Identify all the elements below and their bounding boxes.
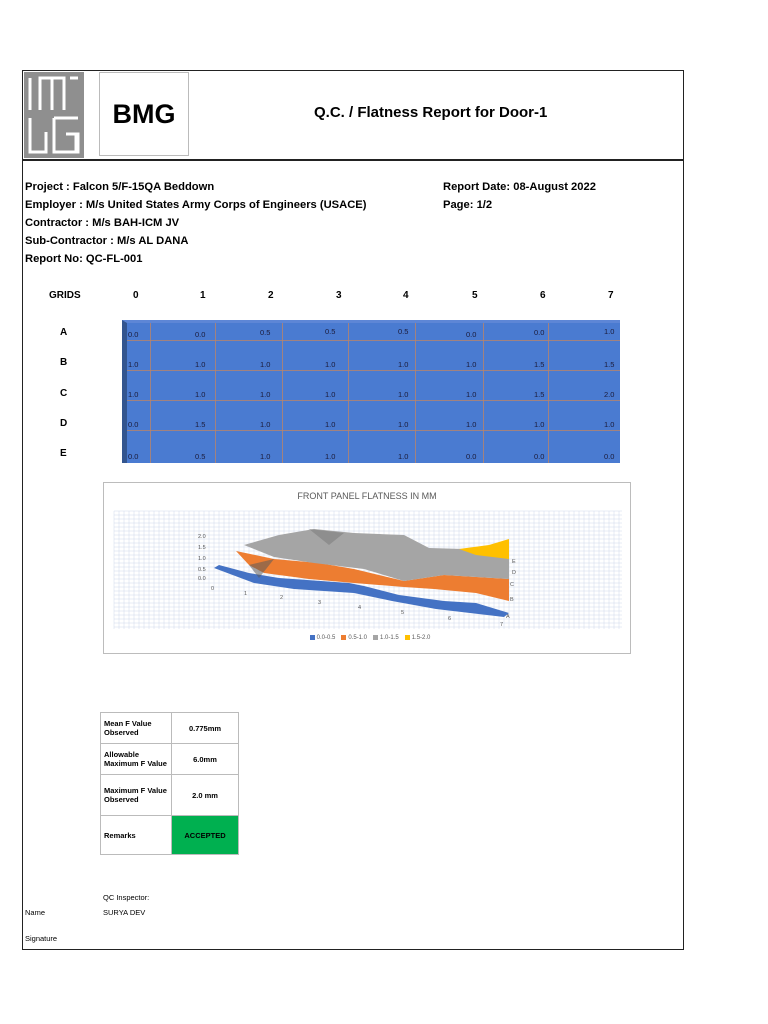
grid-divider [150,323,151,463]
employer-line: Employer : M/s United States Army Corps of Engineers (USACE) [25,199,367,211]
grid-cell-E2: 1.0 [260,452,271,461]
x-tick-label: 2 [280,595,284,601]
table-row [101,744,239,775]
grid-cell-B2: 1.0 [260,360,271,369]
grid-cell-A3: 0.5 [325,327,336,336]
inspector-name: SURYA DEV [103,908,146,917]
table-row [101,775,239,816]
grid-column-4: 4 [403,290,409,301]
report-number: Report No: QC-FL-001 [25,253,143,265]
report-meta [443,178,596,214]
y-tick-label: E [512,559,516,565]
grid-cell-A5: 0.0 [466,330,477,339]
grid-row-A: A [60,327,68,338]
grid-cell-D6: 1.0 [534,420,545,429]
brand-name: BMG [99,72,189,156]
contractor-line: Contractor : M/s BAH-ICM JV [25,217,180,229]
allowable-label: Allowable Maximum F Value [101,744,172,775]
x-tick-label: 0 [211,586,215,592]
grid-cell-D4: 1.0 [398,420,409,429]
x-tick-label: 4 [358,605,362,611]
grid-divider [127,340,620,341]
grid-column-5: 5 [472,290,478,301]
legend-label: 1.0-1.5 [380,635,399,642]
legend-label: 0.5-1.0 [348,635,367,642]
x-tick-label: 1 [244,591,248,597]
company-logo [24,72,84,158]
grid-cell-C3: 1.0 [325,390,336,399]
grid-cell-E4: 1.0 [398,452,409,461]
y-tick-label: D [512,570,516,576]
grid-cell-B7: 1.5 [604,360,615,369]
grid-cell-C7: 2.0 [604,390,615,399]
surface-plot [104,483,632,633]
grid-cell-E5: 0.0 [466,452,477,461]
inspector-label: QC Inspector: [103,893,150,902]
grid-cell-A2: 0.5 [260,328,271,337]
flatness-chart [103,482,631,654]
remarks-label: Remarks [101,816,172,855]
grid-divider [127,400,620,401]
y-tick-label: A [506,614,510,620]
grid-cell-E0: 0.0 [128,452,139,461]
grid-column-1: 1 [200,290,206,301]
legend-swatch [405,635,410,640]
grid-cell-D2: 1.0 [260,420,271,429]
report-title: Q.C. / Flatness Report for Door-1 [314,104,548,121]
mean-label: Mean F Value Observed [101,713,172,744]
grid-column-0: 0 [133,290,139,301]
chart-legend [104,635,630,641]
legend-label: 1.5-2.0 [411,635,431,642]
z-tick-label: 0.5 [198,567,206,573]
max-value: 2.0 mm [172,775,239,816]
grid-divider [548,323,549,463]
y-tick-label: B [510,597,514,603]
grid-cell-A0: 0.0 [128,330,139,339]
grid-cell-E6: 0.0 [534,452,545,461]
grid-column-6: 6 [540,290,546,301]
grid-divider [348,323,349,463]
max-label: Maximum F Value Observed [101,775,172,816]
mean-value: 0.775mm [172,713,239,744]
grid-divider [127,430,620,431]
z-tick-label: 2.0 [198,534,206,540]
grid-cell-B5: 1.0 [466,360,477,369]
header-divider [22,159,684,161]
grid-cell-A6: 0.0 [534,328,545,337]
grids-label: GRIDS [49,290,81,301]
grid-cell-C2: 1.0 [260,390,271,399]
grid-cell-C5: 1.0 [466,390,477,399]
grid-cell-D7: 1.0 [604,420,615,429]
grid-cell-A4: 0.5 [398,327,409,336]
legend-swatch [341,635,346,640]
grid-cell-C6: 1.5 [534,390,545,399]
z-tick-label: 1.0 [198,556,206,562]
grid-cell-C0: 1.0 [128,390,139,399]
grid-cell-B4: 1.0 [398,360,409,369]
grid-row-D: D [60,418,68,429]
grid-column-7: 7 [608,290,614,301]
signature-label: Signature [25,934,58,943]
legend-swatch [373,635,378,640]
results-table [100,712,239,855]
grid-cell-B3: 1.0 [325,360,336,369]
grid-row-C: C [60,388,68,399]
z-tick-label: 0.0 [198,576,206,582]
y-tick-label: C [510,582,514,588]
name-label: Name [25,908,46,917]
table-row [101,713,239,744]
grid-cell-E1: 0.5 [195,452,206,461]
report-date: Report Date: 08-August 2022 [443,181,596,193]
grid-cell-C4: 1.0 [398,390,409,399]
subcontractor-line: Sub-Contractor : M/s AL DANA [25,235,189,247]
x-tick-label: 3 [318,600,322,606]
flatness-grid [122,320,620,463]
status-badge: ACCEPTED [172,816,239,855]
grid-row-B: B [60,357,68,368]
grid-cell-D3: 1.0 [325,420,336,429]
grid-cell-B6: 1.5 [534,360,545,369]
grid-row-E: E [60,448,67,459]
grid-cell-E7: 0.0 [604,452,615,461]
grid-column-2: 2 [268,290,274,301]
grid-column-3: 3 [336,290,342,301]
page-number: Page: 1/2 [443,199,493,211]
grid-cell-D1: 1.5 [195,420,206,429]
x-tick-label: 5 [401,610,405,616]
legend-label: 0.0-0.5 [316,635,336,642]
grid-cell-A7: 1.0 [604,327,615,336]
grid-divider [415,323,416,463]
logo-icon [24,72,84,158]
grid-cell-B1: 1.0 [195,360,206,369]
grid-cell-D5: 1.0 [466,420,477,429]
chart-title: FRONT PANEL FLATNESS IN MM [297,491,437,501]
grid-cell-B0: 1.0 [128,360,139,369]
grid-divider [215,323,216,463]
project-line: Project : Falcon 5/F-15QA Beddown [25,181,215,193]
legend-swatch [310,635,315,640]
grid-divider [282,323,283,463]
z-tick-label: 1.5 [198,545,206,551]
grid-cell-E3: 1.0 [325,452,336,461]
table-row [101,816,239,855]
x-tick-label: 6 [448,616,452,622]
project-info [25,178,367,268]
grid-divider [127,370,620,371]
allowable-value: 6.0mm [172,744,239,775]
x-tick-label: 7 [500,622,504,628]
grid-cell-C1: 1.0 [195,390,206,399]
grid-cell-A1: 0.0 [195,330,206,339]
grid-cell-D0: 0.0 [128,420,139,429]
grid-divider [483,323,484,463]
